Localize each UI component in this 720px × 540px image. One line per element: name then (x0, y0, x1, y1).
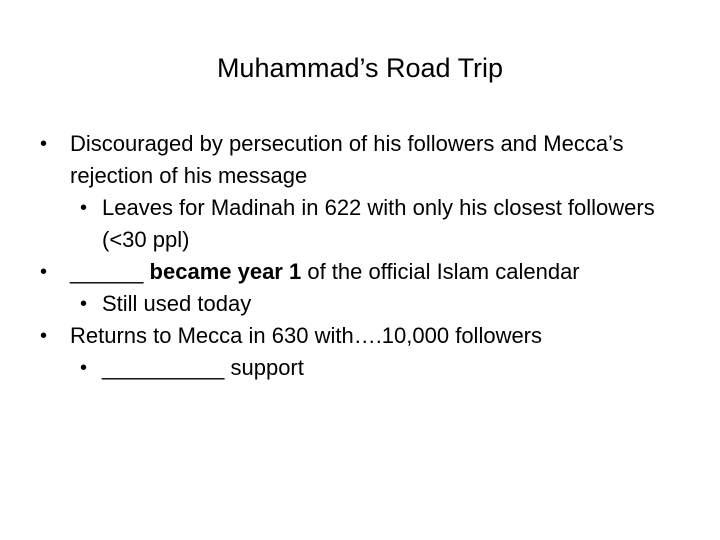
bullet-text: Leaves for Madinah in 622 with only his closest followers (<30 ppl) (102, 195, 655, 252)
bullet-text: Discouraged by persecution of his followers and Mecca’s rejection of his message (70, 131, 624, 188)
bullet-item-discouraged (0, 128, 720, 192)
bullet-item-year-one (0, 256, 720, 288)
fill-in-blank: ______ (70, 259, 144, 284)
bold-text: became year 1 (149, 259, 302, 284)
bullet-dot-icon: • (80, 357, 88, 379)
fill-in-blank: __________ (102, 355, 225, 380)
bullet-list (0, 128, 720, 384)
bullet-item-returns-mecca (0, 320, 720, 352)
bullet-dot-icon: • (40, 261, 48, 283)
slide-title: Muhammad’s Road Trip (216, 53, 504, 83)
bullet-item-leaves-madinah (0, 192, 720, 256)
bullet-text: Returns to Mecca in 630 with….10,000 followers (70, 323, 543, 348)
bullet-text: support (230, 355, 304, 380)
bullet-text: Still used today (102, 291, 252, 316)
bullet-text: of the official Islam calendar (307, 259, 580, 284)
bullet-dot-icon: • (80, 197, 88, 219)
bullet-dot-icon: • (40, 133, 48, 155)
bullet-dot-icon: • (80, 293, 88, 315)
bullet-item-support (0, 352, 720, 384)
bullet-item-still-used (0, 288, 720, 320)
bullet-dot-icon: • (40, 325, 48, 347)
